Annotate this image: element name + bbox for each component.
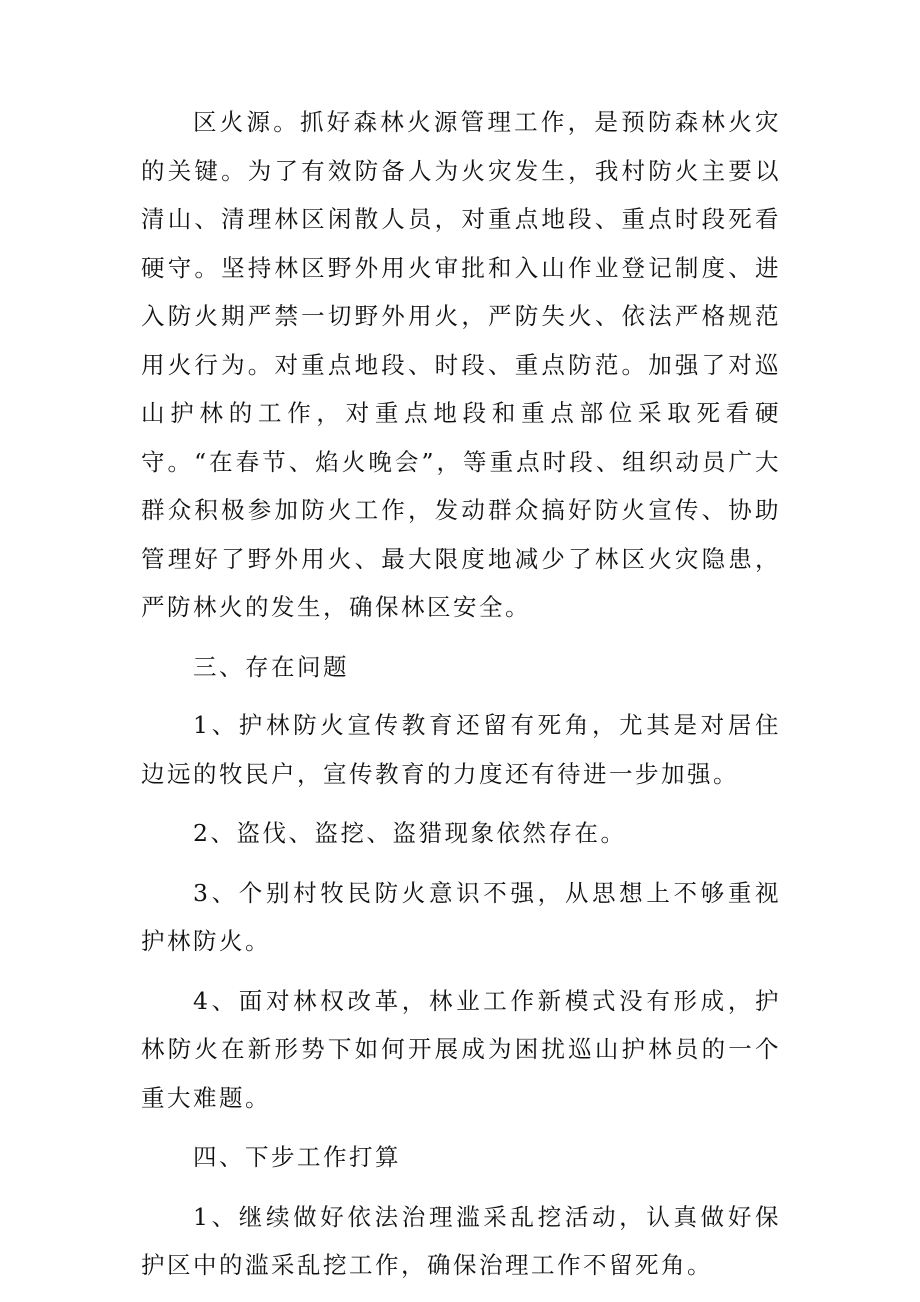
problem-item-3: 3、个别村牧民防火意识不强，从思想上不够重视护林防火。 — [141, 878, 781, 955]
section-heading-existing-problems: 三、存在问题 — [193, 652, 349, 681]
section-heading-next-steps: 四、下步工作打算 — [193, 1143, 401, 1171]
problem-item-4: 4、面对林权改革，林业工作新模式没有形成，护林防火在新形势下如何开展成为困扰巡山护林员的一个重大难题。 — [141, 986, 781, 1112]
plan-item-1: 1、继续做好依法治理滥采乱挖活动，认真做好保护区中的滥采乱挖工作，确保治理工作不留死角。 — [141, 1202, 781, 1279]
paragraph-fire-source-management: 区火源。抓好森林火源管理工作，是预防森林火灾的关键。为了有效防备人为火灾发生，我村防火主要以清山、清理林区闲散人员，对重点地段、重点时段死看硬守。坚持林区野外用火审批和入山作业登记制度、进入防火期严禁一切野外用火，严防失火、依法严格规范用火行为。对重点地段、时段、重点防范。加强了对巡山护林的工作，对重点地段和重点部位采取死看硬守。“在春节、焰火晚会”，等重点时段、组织动员广大群众积极参加防火工作，发动群众搞好防火宣传、协助管理好了野外用火、最大限度地减少了林区火灾隐患，严防林火的发生，确保林区安全。 — [141, 108, 781, 621]
document-body — [141, 98, 781, 1290]
problem-item-2: 2、盗伐、盗挖、盗猎现象依然存在。 — [193, 819, 627, 847]
problem-item-1: 1、护林防火宣传教育还留有死角，尤其是对居住边远的牧民户，宣传教育的力度还有待进一步加强。 — [141, 711, 781, 788]
